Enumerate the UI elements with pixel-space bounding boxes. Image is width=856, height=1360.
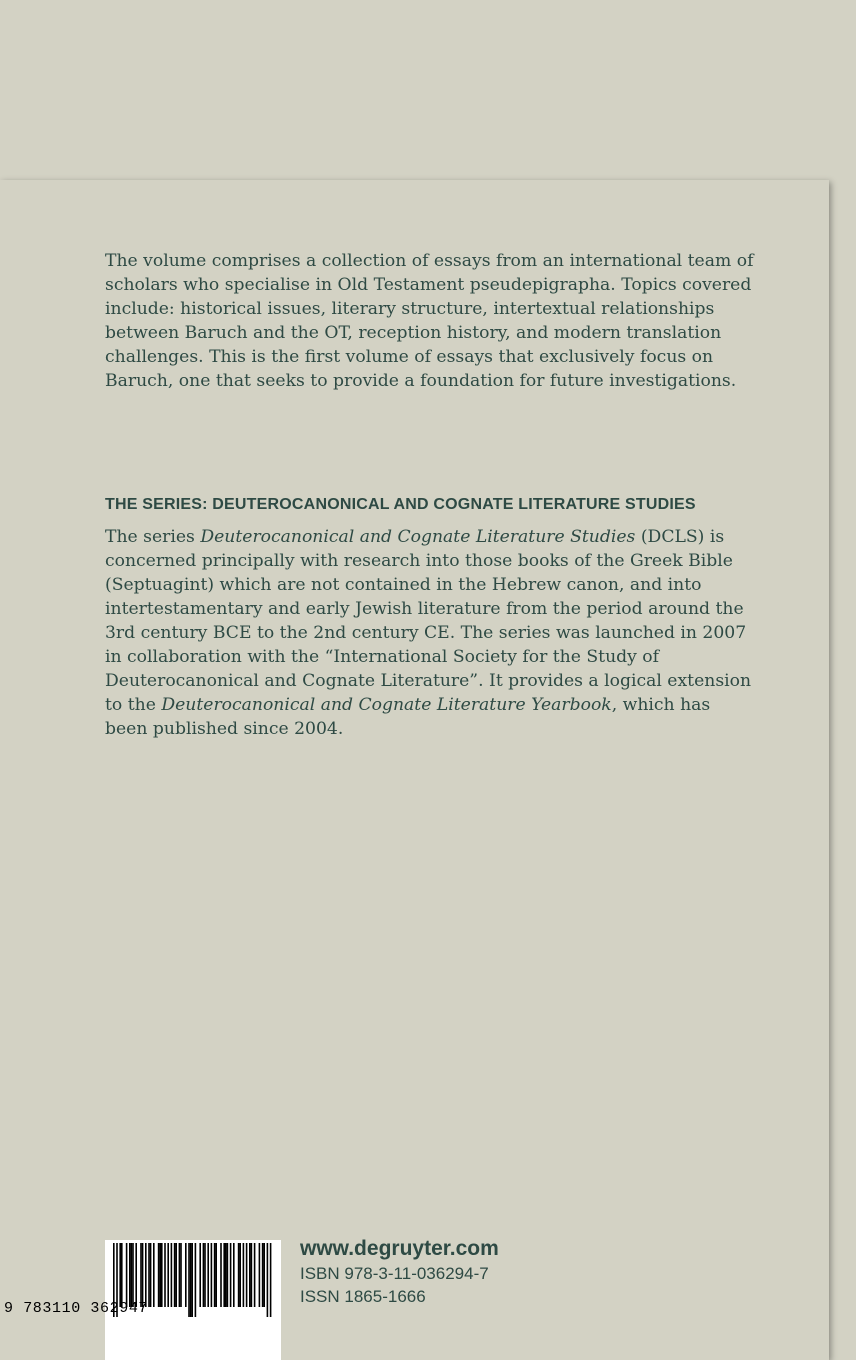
barcode-bar	[179, 1243, 181, 1307]
barcode-bar	[175, 1243, 177, 1307]
barcode-bar	[174, 1243, 176, 1307]
barcode-bar	[233, 1243, 235, 1307]
issn: ISSN 1865-1666	[300, 1287, 426, 1306]
barcode-bar	[214, 1243, 216, 1307]
isbn: ISBN 978-3-11-036294-7	[300, 1264, 489, 1283]
series-body-part-1: (DCLS) is concerned principally with research into those books of the Greek Bible (Septuagint) which are not contained in the Hebrew canon, and into intertestamentary and early Jewish literature from the period around the 3rd century BCE to the 2nd century CE. The series was launched in 2007 in collaboration with the “International Society for the Study of Deuterocanonical and Cognate Literature”. It provides a logical extension to the	[105, 527, 752, 715]
barcode-bar	[153, 1243, 155, 1307]
barcode-bar	[148, 1243, 150, 1307]
barcode-bar	[249, 1243, 251, 1307]
barcode-bar	[263, 1243, 265, 1307]
book-description: The volume comprises a collection of essays from an international team of scholars who specialise in Old Testament pseudepigrapha. Topics covered include: historical issues, literary structure, intertextual relationships between Baruch and the OT, reception history, and modern translation challenges. This is the first volume of essays that exclusively focus on Baruch, one that seeks to provide a foundation for future investigations.	[105, 251, 754, 391]
barcode-bar	[119, 1243, 121, 1307]
barcode-bar	[220, 1243, 222, 1307]
barcode-bar	[195, 1243, 197, 1317]
barcode-bar	[251, 1243, 253, 1307]
series-intro: The series	[105, 527, 201, 547]
barcode-bar	[225, 1243, 227, 1307]
barcode-bar	[188, 1243, 190, 1317]
barcode-bar	[215, 1243, 217, 1307]
barcode-bar	[129, 1243, 131, 1307]
barcode-bar	[270, 1243, 272, 1317]
barcode-bar	[227, 1243, 229, 1307]
barcode-bar	[239, 1243, 241, 1307]
barcode-bar	[135, 1243, 137, 1307]
barcode-bar	[126, 1243, 128, 1307]
barcode-bar	[207, 1243, 209, 1307]
barcode-bar	[230, 1243, 232, 1307]
barcode-bar	[121, 1243, 123, 1307]
barcode-bar	[132, 1243, 134, 1307]
barcode-bar	[243, 1243, 245, 1307]
barcode-bar	[211, 1243, 213, 1307]
barcode-bar	[223, 1243, 225, 1307]
barcode-bar	[254, 1243, 256, 1307]
barcode-bar	[164, 1243, 166, 1307]
barcode-bar	[203, 1243, 205, 1307]
barcode-bar	[140, 1243, 142, 1307]
barcode-bar	[246, 1243, 248, 1307]
barcode-bar	[259, 1243, 261, 1307]
barcode-bar	[159, 1243, 161, 1307]
barcode-bar	[158, 1243, 160, 1307]
barcode-bar	[145, 1243, 147, 1307]
barcode-bar	[191, 1243, 193, 1317]
barcode-bar	[267, 1243, 269, 1317]
barcode-bar	[161, 1243, 163, 1307]
series-description	[105, 525, 755, 741]
series-title: Deuterocanonical and Cognate Literature Studies	[200, 527, 636, 547]
barcode-bar	[238, 1243, 240, 1307]
barcode-bar	[180, 1243, 182, 1307]
publisher-info	[300, 1236, 499, 1308]
barcode-digits: 9 783110 362947	[4, 1300, 149, 1317]
barcode-bar	[150, 1243, 152, 1307]
publisher-url: www.degruyter.com	[300, 1237, 499, 1260]
barcode-bar	[185, 1243, 187, 1307]
barcode-bar	[262, 1243, 264, 1307]
barcode-bar	[131, 1243, 133, 1307]
barcode-bar	[204, 1243, 206, 1307]
series-heading: THE SERIES: DEUTEROCANONICAL AND COGNATE LITERATURE STUDIES	[105, 496, 696, 513]
barcode-bar	[190, 1243, 192, 1317]
yearbook-title: Deuterocanonical and Cognate Literature Yearbook	[161, 695, 612, 715]
barcode-bar	[171, 1243, 173, 1307]
barcode-bar	[199, 1243, 201, 1307]
barcode-bar	[142, 1243, 144, 1307]
barcode-bar	[167, 1243, 169, 1307]
series-body-part-2: , which has been published since 2004.	[105, 695, 711, 739]
